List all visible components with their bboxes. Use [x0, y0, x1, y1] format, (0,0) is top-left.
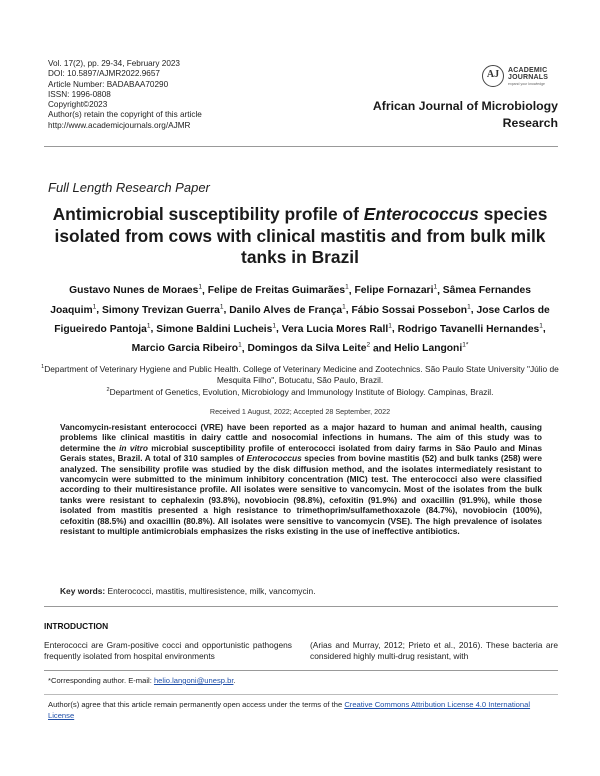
intro-text-right: (Arias and Murray, 2012; Prieto et al., 2016). These bacteria are considered highly multi-drug resistant, with — [310, 640, 558, 661]
affiliations — [40, 362, 560, 398]
author: Jose Carlos de Figueiredo Pantoja$^1$ — [54, 304, 550, 335]
title-part2: species isolated from cows with clinical mastitis and from bulk milk tanks in Brazil — [54, 204, 548, 267]
author: Gustavo Nunes de Moraes$^1$ — [69, 284, 203, 297]
meta-url[interactable]: http://www.academicjournals.org/AJMR — [48, 120, 191, 130]
logo-tagline: expand your knowledge — [508, 82, 545, 86]
keywords-label: Key words: — [60, 586, 106, 596]
author: Fábio Sossai Possebon$^1$ — [351, 303, 471, 316]
keywords — [60, 586, 316, 596]
license-divider — [44, 694, 558, 695]
author: Helio Langoni$^{1*}$ — [394, 341, 469, 355]
meta-article-number: Article Number: BADABAA70290 — [48, 79, 169, 89]
corresponding-author-note: *Corresponding author. E-mail: helio.langoni@unesp.br. — [48, 676, 236, 685]
corresponding-email-link[interactable]: helio.langoni@unesp.br — [153, 676, 234, 685]
meta-doi: DOI: 10.5897/AJMR2022.9657 — [48, 69, 160, 79]
license-link[interactable]: Creative Commons Attribution License 4.0 International License — [48, 700, 531, 720]
footnote-divider — [44, 670, 558, 671]
section-heading-introduction: INTRODUCTION — [44, 621, 109, 631]
logo-line2: JOURNALS — [508, 74, 549, 82]
journal-name — [358, 98, 558, 132]
author: Rodrigo Tavanelli Hernandes$^1$ — [397, 322, 543, 335]
author: Danilo Alves de França$^1$ — [229, 303, 346, 316]
meta-volume: Vol. 17(2), pp. 29-34, February 2023 — [48, 59, 180, 68]
keywords-list: Enterococci, mastitis, multiresistence, milk, vancomycin. — [107, 586, 316, 596]
title-italic: Enterococcus — [363, 204, 479, 224]
affiliation: $^2$Department of Genetics, Evolution, Microbiology and Immunology Institute of Biology. Campinas, Brazil. — [106, 387, 494, 398]
journal-name-line1: African Journal of Microbiology — [372, 99, 558, 113]
meta-copyright: Copyright©2023 — [48, 100, 108, 110]
author: Domingos da Silva Leite$^2$ — [247, 341, 371, 355]
logo-mark: AJ — [486, 69, 500, 80]
meta-issn: ISSN: 1996-0808 — [48, 89, 111, 99]
abstract-divider — [44, 606, 558, 607]
author: Simone Baldini Lucheis$^1$ — [156, 322, 277, 335]
affiliation: $^1$Department of Veterinary Hygiene and Public Health. College of Veterinary Medicine and Zootechnics. São Paulo State University "Júlio de Mesquita Filho", Botucatu, São Paulo, Brazil. — [41, 363, 559, 385]
author: Felipe Fornazari$^1$ — [354, 284, 438, 297]
author-connector: and — [372, 343, 392, 355]
intro-text-left: Enterococci are Gram-positive cocci and opportunistic pathogens frequently isolated from hospital environments — [44, 640, 292, 661]
author: Felipe de Freitas Guimarães$^1$ — [207, 284, 349, 297]
abstract: Vancomycin-resistant enterococci (VRE) have been reported as a major hazard to human and animal health, causing problems like clinical mastitis in dairy cattle and nosocomial infections in humans. The aim of this study was to determine the in vitro microbial susceptibility profile of enterococci isolated from dairy farms in São Paulo and Minas Gerais states, Brazil. A total of 310 samples of Enterococcus species from bovine mastitis (52) and bulk tanks (258) were analyzed. The sensibility profile was studied by the disk diffusion method, and the isolates intermediately resistant to vancomycin were submitted to the minimum inhibitory concentration (MIC) test. The enterococci also were classified according to their multiresistance profile. All isolates were sensitive to vancomycin. Most of the isolates from the bulk tanks were resistant to cephalexin (93.8%), novobiocin (98.8%), cefoxitin (91.9%) and oxacillin (91.9%), while those isolated from mastitis presented a high resistance to trimethoprim/sulfamethoxazole (84.7%), novobiocin (100%), cefoxitin (88.5%) and oxacillin (80.8%). All isolates were sensitive to vancomycin (VSE). The high prevalence of isolates resistant to multiple antimicrobials emphasizes the risks existing in the use of ineffective antibiotics. — [60, 422, 542, 537]
header-divider — [44, 146, 558, 147]
academic-journals-logo — [482, 65, 592, 91]
author: Marcio Garcia Ribeiro$^1$ — [131, 341, 242, 355]
paper-type: Full Length Research Paper — [48, 180, 210, 195]
title-part1: Antimicrobial susceptibility profile of — [52, 204, 364, 224]
author: Sâmea Fernandes Joaquim$^1$ — [50, 285, 531, 316]
received-accepted-dates: Received 1 August, 2022; Accepted 28 September, 2022 — [209, 407, 391, 416]
meta-rights: Author(s) retain the copyright of this article — [48, 110, 202, 120]
logo-line1: ACADEMIC — [508, 67, 548, 74]
author: Vera Lucia Mores Rall$^1$ — [281, 322, 392, 335]
journal-name-line2: Research — [502, 116, 558, 130]
author: Simony Trevizan Guerra$^1$ — [101, 303, 224, 316]
logo-text — [508, 67, 548, 82]
license-note: Author(s) agree that this article remain permanently open access under the terms of the Creative Commons Attribution License 4.0 International License — [48, 700, 531, 720]
article-title — [40, 204, 560, 269]
author-list: Gustavo Nunes de Moraes$^1$, Felipe de Freitas Guimarães$^1$, Felipe Fornazari$^1$, Sâmea Fernandes Joaquim$^1$, Simony Trevizan Guerra$^1$, Danilo Alves de França$^1$, Fábio Sossai Possebon$^1$, Jose Carlos de Figueiredo Pantoja$^1$, Simone Baldini Lucheis$^1$, Vera Lucia Mores Rall$^1$, Rodrigo Tavanelli Hernandes$^1$, Marcio Garcia Ribeiro$^1$, Domingos da Silva Leite$^2$ and Helio Langoni$^{1*}$ — [50, 284, 550, 355]
article-metadata — [48, 59, 202, 131]
